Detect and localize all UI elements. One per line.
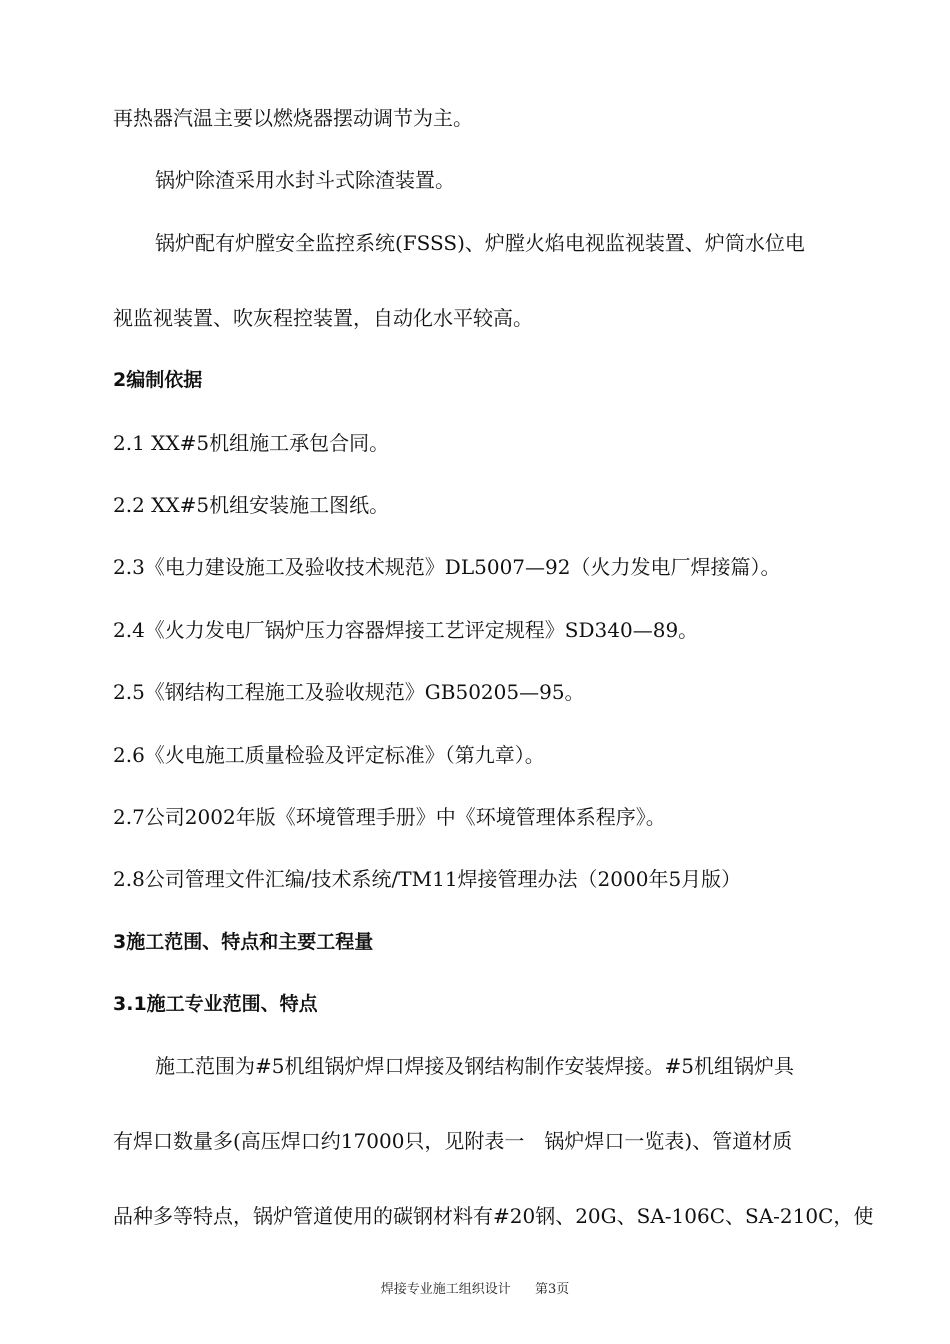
paragraph-line: 锅炉除渣采用水封斗式除渣装置。: [155, 168, 455, 192]
section-heading: 3施工范围、特点和主要工程量: [113, 931, 374, 953]
section-heading: 2编制依据: [113, 369, 203, 391]
subsection-heading: 3.1施工专业范围、特点: [113, 993, 318, 1015]
paragraph-line: 品种多等特点，锅炉管道使用的碳钢材料有#20钢、20G、SA-106C、SA-210C，使: [113, 1204, 874, 1228]
list-item: 2.7公司2002年版《环境管理手册》中《环境管理体系程序》。: [113, 805, 666, 829]
page-footer: [0, 1282, 950, 1298]
list-item: 2.1 XX#5机组施工承包合同。: [113, 431, 390, 455]
paragraph-line: 视监视装置、吹灰程控装置，自动化水平较高。: [113, 306, 533, 330]
footer-title: 焊接专业施工组织设计: [380, 1282, 511, 1297]
paragraph-line: 锅炉配有炉膛安全监控系统(FSSS)、炉膛火焰电视监视装置、炉筒水位电: [155, 231, 805, 255]
list-item: 2.5《钢结构工程施工及验收规范》GB50205—95。: [113, 680, 585, 704]
paragraph-line: 有焊口数量多(高压焊口约17000只，见附表一 锅炉焊口一览表)、管道材质: [113, 1129, 793, 1153]
list-item: 2.6《火电施工质量检验及评定标准》（第九章）。: [113, 743, 545, 767]
page-number: 第3页: [534, 1282, 570, 1297]
list-item: 2.8公司管理文件汇编/技术系统/TM11焊接管理办法（2000年5月版）: [113, 867, 742, 891]
list-item: 2.4《火力发电厂锅炉压力容器焊接工艺评定规程》SD340—89。: [113, 618, 699, 642]
list-item: 2.3《电力建设施工及验收技术规范》DL5007—92（火力发电厂焊接篇）。: [113, 555, 781, 579]
list-item: 2.2 XX#5机组安装施工图纸。: [113, 493, 390, 517]
paragraph-line: 再热器汽温主要以燃烧器摆动调节为主。: [113, 106, 473, 130]
paragraph-line: 施工范围为#5机组锅炉焊口焊接及钢结构制作安装焊接。#5机组锅炉具: [155, 1054, 794, 1078]
